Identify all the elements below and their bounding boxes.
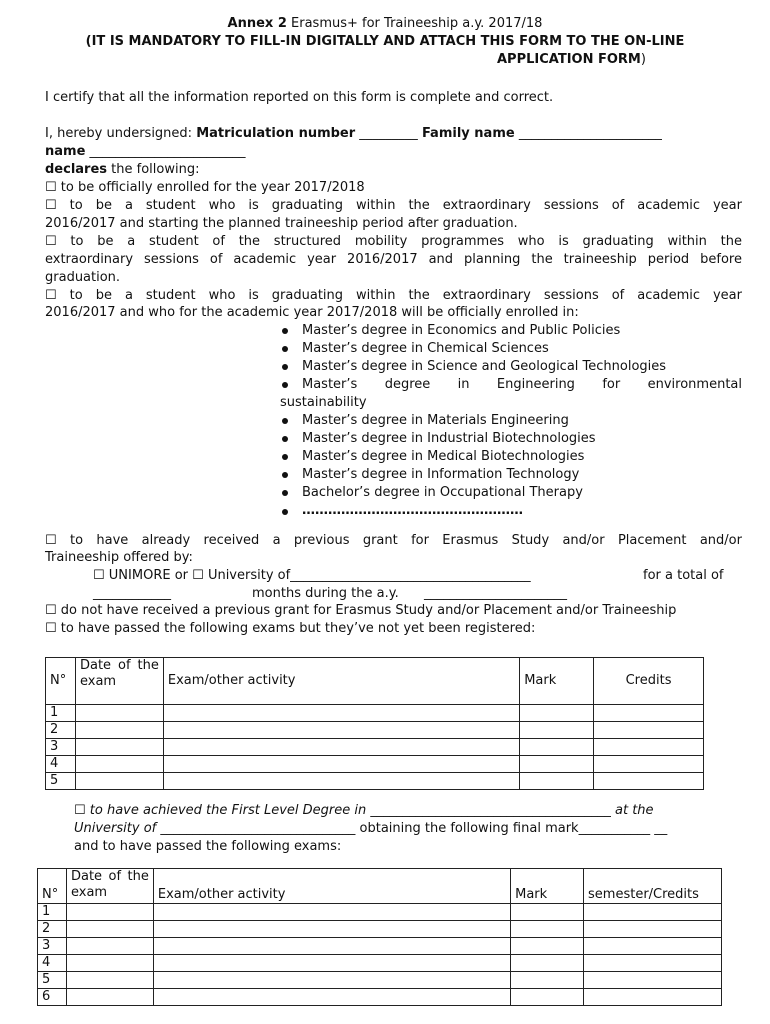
option-structured-line3: graduation.: [45, 270, 121, 285]
degree-item: Bachelor’s degree in Occupational Therapy: [302, 485, 583, 500]
degree-item: Master’s degree in Industrial Biotechnologies: [302, 431, 596, 446]
name-field[interactable]: ________________________: [89, 144, 246, 159]
exam-cell[interactable]: [153, 921, 510, 938]
row-number: 2: [38, 921, 67, 938]
date-cell[interactable]: [75, 739, 163, 756]
family-name-field[interactable]: ______________________: [518, 126, 662, 141]
exams-not-registered-table: [45, 657, 704, 790]
mark-cell[interactable]: [511, 972, 584, 989]
checkbox-university[interactable]: ☐: [192, 568, 204, 583]
date-cell[interactable]: [75, 722, 163, 739]
credits-cell[interactable]: [594, 722, 704, 739]
checkbox-passed-exams[interactable]: ☐: [45, 621, 57, 636]
degree-item: Master’s degree in Economics and Public Policies: [302, 323, 621, 338]
family-name-label: Family name: [421, 126, 515, 141]
option-enrolled-in-line1: ☐ to be a student who is graduating within the extraordinary sessions of academic year: [45, 288, 742, 303]
bullet-icon: [282, 454, 288, 460]
date-cell[interactable]: [66, 938, 153, 955]
credits-cell[interactable]: [584, 904, 722, 921]
credits-cell[interactable]: [584, 972, 722, 989]
date-cell[interactable]: [66, 989, 153, 1006]
table-row: [46, 722, 704, 739]
annex-label: Annex 2: [227, 16, 287, 31]
certify-statement: I certify that all the information reported on this form is complete and correct.: [45, 90, 554, 105]
first-level-degree-field[interactable]: _____________________________________: [370, 803, 611, 818]
checkbox-enrolled-in[interactable]: ☐: [45, 288, 57, 303]
header-exam: Exam/other activity: [153, 869, 510, 904]
checkbox-previous-grant[interactable]: ☐: [45, 533, 57, 548]
table-row: [46, 773, 704, 790]
bullet-icon: [282, 436, 288, 442]
exam-cell[interactable]: [163, 705, 519, 722]
academic-year-field[interactable]: ______________________: [424, 586, 567, 601]
row-number: 3: [38, 938, 67, 955]
table-row: [38, 904, 722, 921]
bullet-icon: [282, 364, 288, 370]
bullet-icon: [282, 328, 288, 334]
option-graduating-line2: 2016/2017 and starting the planned traineeship period after graduation.: [45, 216, 518, 231]
months-field[interactable]: ____________: [93, 586, 171, 601]
mark-cell[interactable]: [511, 904, 584, 921]
header-mark: Mark: [511, 869, 584, 904]
row-number: 2: [46, 722, 76, 739]
row-number: 1: [38, 904, 67, 921]
date-cell[interactable]: [75, 705, 163, 722]
exam-cell[interactable]: [153, 955, 510, 972]
declares-line: declares the following:: [45, 162, 200, 177]
mark-cell[interactable]: [511, 938, 584, 955]
table-row: [46, 739, 704, 756]
table-row: [38, 938, 722, 955]
name-line: [45, 144, 246, 160]
table-header-row: [38, 869, 722, 904]
mark-cell[interactable]: [520, 739, 594, 756]
option-passed-exams: ☐ to have passed the following exams but they’ve not yet been registered:: [45, 621, 536, 636]
checkbox-graduating[interactable]: ☐: [45, 198, 57, 213]
header-date: Date of the exam: [66, 869, 153, 904]
mandatory-note-line1: (IT IS MANDATORY TO FILL-IN DIGITALLY AND ATTACH THIS FORM TO THE ON-LINE: [85, 34, 685, 49]
table-row: [38, 972, 722, 989]
final-mark-field[interactable]: obtaining the following final mark___________ __: [359, 821, 668, 836]
name-label: name: [45, 144, 86, 159]
matriculation-label: Matriculation number: [196, 126, 356, 141]
date-cell[interactable]: [75, 773, 163, 790]
row-number: 1: [46, 705, 76, 722]
exam-cell[interactable]: [163, 739, 519, 756]
row-number: 4: [46, 756, 76, 773]
exam-cell[interactable]: [153, 938, 510, 955]
credits-cell[interactable]: [594, 756, 704, 773]
header-number: N°: [38, 869, 67, 904]
credits-cell[interactable]: [584, 921, 722, 938]
mark-cell[interactable]: [511, 955, 584, 972]
exam-cell[interactable]: [153, 989, 510, 1006]
mark-cell[interactable]: [520, 722, 594, 739]
row-number: 5: [38, 972, 67, 989]
mark-cell[interactable]: [520, 773, 594, 790]
degree-item: Master’s degree in Science and Geological Technologies: [302, 359, 667, 374]
option-structured-line1: ☐ to be a student of the structured mobility programmes who is graduating within the: [45, 234, 742, 249]
table-row: [46, 705, 704, 722]
bullet-icon: [282, 509, 288, 515]
months-label: months during the a.y.: [252, 586, 399, 601]
first-level-exams-table: [37, 868, 722, 1006]
matriculation-field[interactable]: _________: [359, 126, 418, 141]
degree-item: Master’s degree in Chemical Sciences: [302, 341, 549, 356]
bullet-icon: [282, 418, 288, 424]
exam-cell[interactable]: [163, 773, 519, 790]
checkbox-enrolled[interactable]: ☐: [45, 180, 57, 195]
mark-cell[interactable]: [511, 921, 584, 938]
bullet-icon: [282, 382, 288, 388]
degree-item: Master’s degree in Engineering for environmental: [302, 377, 742, 392]
date-cell[interactable]: [66, 904, 153, 921]
header-mark: Mark: [520, 658, 594, 705]
option-no-grant: ☐ do not have received a previous grant for Erasmus Study and/or Placement and/or Traineeship: [45, 603, 677, 618]
table-row: [38, 921, 722, 938]
checkbox-first-level[interactable]: ☐: [74, 803, 86, 818]
credits-cell[interactable]: [584, 989, 722, 1006]
exam-cell[interactable]: [153, 904, 510, 921]
table-row: [46, 756, 704, 773]
mark-cell[interactable]: [511, 989, 584, 1006]
credits-cell[interactable]: [594, 773, 704, 790]
credits-cell[interactable]: [594, 739, 704, 756]
degree-item: Master’s degree in Information Technology: [302, 467, 580, 482]
table-row: [38, 989, 722, 1006]
bullet-icon: [282, 472, 288, 478]
header-semester-credits: semester/Credits: [584, 869, 722, 904]
header-date: Date of the exam: [75, 658, 163, 705]
date-cell[interactable]: [66, 972, 153, 989]
mark-cell[interactable]: [520, 705, 594, 722]
date-cell[interactable]: [66, 955, 153, 972]
mark-cell[interactable]: [520, 756, 594, 773]
option-enrolled: ☐ to be officially enrolled for the year 2017/2018: [45, 180, 365, 195]
undersigned-line: I, hereby undersigned: Matriculation number _________ Family name ______________________: [45, 126, 662, 141]
date-cell[interactable]: [75, 756, 163, 773]
exam-cell[interactable]: [153, 972, 510, 989]
first-level-line2: University of ______________________________ obtaining the following final mark___________ __: [74, 821, 668, 836]
checkbox-structured[interactable]: ☐: [45, 234, 57, 249]
first-level-university-field[interactable]: ______________________________: [160, 821, 356, 836]
option-graduating-line1: ☐ to be a student who is graduating within the extraordinary sessions of academic year: [45, 198, 742, 213]
grant-source-line: ☐ UNIMORE or ☐ University of_____________________________________: [93, 568, 531, 583]
option-enrolled-in-line2: 2016/2017 and who for the academic year 2017/2018 will be officially enrolled in:: [45, 305, 579, 320]
table-header-row: [46, 658, 704, 705]
row-number: 3: [46, 739, 76, 756]
for-total-label: for a total of: [643, 568, 724, 583]
checkbox-unimore[interactable]: ☐: [93, 568, 105, 583]
row-number: 5: [46, 773, 76, 790]
row-number: 6: [38, 989, 67, 1006]
header-credits: Credits: [594, 658, 704, 705]
form-title: [0, 16, 770, 32]
exam-cell[interactable]: [163, 756, 519, 773]
bullet-icon: [282, 346, 288, 352]
credits-cell[interactable]: [594, 705, 704, 722]
row-number: 4: [38, 955, 67, 972]
first-level-line1: ☐ to have achieved the First Level Degree in _____________________________________ at the: [74, 803, 654, 818]
option-previous-grant-line2: Traineeship offered by:: [45, 550, 193, 565]
degree-item-continued: sustainability: [280, 395, 367, 410]
checkbox-no-grant[interactable]: ☐: [45, 603, 57, 618]
degree-item: Master’s degree in Materials Engineering: [302, 413, 569, 428]
option-previous-grant-line1: ☐ to have already received a previous grant for Erasmus Study and/or Placement and/or: [45, 533, 742, 548]
degree-other-field[interactable]: ……………………………………………: [302, 503, 523, 518]
university-field[interactable]: University of_____________________________________: [207, 568, 531, 583]
credits-cell[interactable]: [584, 938, 722, 955]
degree-item: Master’s degree in Medical Biotechnologies: [302, 449, 585, 464]
first-level-line3: and to have passed the following exams:: [74, 839, 342, 854]
bullet-icon: [282, 490, 288, 496]
header-number: N°: [46, 658, 76, 705]
table-row: [38, 955, 722, 972]
option-structured-line2: extraordinary sessions of academic year 2016/2017 and planning the traineeship period before: [45, 252, 742, 267]
mandatory-note-line2: APPLICATION FORM): [497, 52, 646, 67]
credits-cell[interactable]: [584, 955, 722, 972]
exam-cell[interactable]: [163, 722, 519, 739]
header-exam: Exam/other activity: [163, 658, 519, 705]
program-name: Erasmus+ for Traineeship a.y. 2017/18: [291, 16, 543, 31]
date-cell[interactable]: [66, 921, 153, 938]
